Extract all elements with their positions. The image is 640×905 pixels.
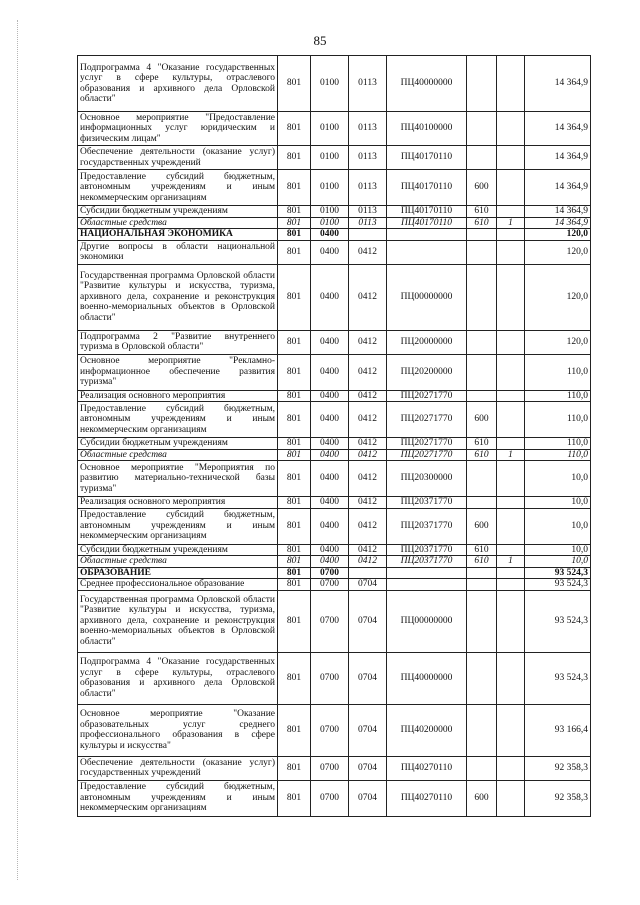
- row-expense-type: 600: [467, 508, 497, 544]
- row-amount: 110,0: [525, 354, 591, 390]
- row-funding-source: [497, 402, 525, 438]
- row-funding-source: [497, 170, 525, 206]
- row-name: Основное мероприятие "Мероприятия по развитию материально-технической базы туризма": [78, 461, 278, 497]
- row-amount: 14 364,9: [525, 206, 591, 218]
- row-grbs: 801: [278, 704, 311, 756]
- row-funding-source: [497, 229, 525, 241]
- row-expense-type: 610: [467, 217, 497, 229]
- row-amount: 120,0: [525, 240, 591, 264]
- row-grbs: 801: [278, 438, 311, 450]
- row-name: Среднее профессиональное образование: [78, 579, 278, 591]
- row-subsection: 0704: [349, 579, 387, 591]
- row-name: Субсидии бюджетным учреждениям: [78, 544, 278, 556]
- row-name: Основное мероприятие "Рекламно-информационное обеспечение развития туризма": [78, 354, 278, 390]
- row-section: 0700: [311, 652, 349, 704]
- row-section: 0400: [311, 449, 349, 461]
- table-row: [78, 56, 591, 112]
- row-name: Реализация основного мероприятия: [78, 390, 278, 402]
- row-amount: 14 364,9: [525, 217, 591, 229]
- row-name: Другие вопросы в области национальной экономики: [78, 240, 278, 264]
- row-section: 0400: [311, 402, 349, 438]
- table-row: [78, 330, 591, 354]
- row-name: Государственная программа Орловской области "Развитие культуры и искусства, туризма, архивного дела, сохранение и реконструкция военно-мемориальных объектов в Орловской области": [78, 264, 278, 330]
- budget-table: [77, 55, 591, 817]
- row-grbs: 801: [278, 402, 311, 438]
- row-name: ОБРАЗОВАНИЕ: [78, 567, 278, 579]
- row-name: Реализация основного мероприятия: [78, 497, 278, 509]
- row-amount: 10,0: [525, 508, 591, 544]
- table-row: [78, 508, 591, 544]
- row-expense-type: [467, 704, 497, 756]
- row-funding-source: [497, 704, 525, 756]
- row-target-article: ПЦ20371770: [387, 556, 467, 568]
- row-subsection: 0704: [349, 652, 387, 704]
- row-name: Субсидии бюджетным учреждениям: [78, 438, 278, 450]
- table-row: [78, 146, 591, 170]
- row-amount: 14 364,9: [525, 56, 591, 112]
- row-subsection: 0113: [349, 112, 387, 146]
- row-funding-source: [497, 146, 525, 170]
- row-subsection: 0412: [349, 556, 387, 568]
- row-expense-type: [467, 56, 497, 112]
- row-section: 0400: [311, 240, 349, 264]
- row-section: 0100: [311, 206, 349, 218]
- row-grbs: 801: [278, 264, 311, 330]
- row-amount: 110,0: [525, 390, 591, 402]
- row-grbs: 801: [278, 449, 311, 461]
- row-target-article: ПЦ20200000: [387, 354, 467, 390]
- row-target-article: ПЦ20371770: [387, 497, 467, 509]
- row-target-article: ПЦ40170110: [387, 146, 467, 170]
- row-target-article: ПЦ20271770: [387, 438, 467, 450]
- table-row: [78, 461, 591, 497]
- row-section: 0400: [311, 497, 349, 509]
- row-subsection: [349, 229, 387, 241]
- row-grbs: 801: [278, 240, 311, 264]
- row-expense-type: 610: [467, 544, 497, 556]
- row-funding-source: [497, 756, 525, 780]
- row-name: Предоставление субсидий бюджетным, автономным учреждениям и иным некоммерческим организациям: [78, 170, 278, 206]
- table-row: [78, 652, 591, 704]
- row-expense-type: 610: [467, 206, 497, 218]
- row-expense-type: [467, 756, 497, 780]
- row-target-article: ПЦ40170110: [387, 206, 467, 218]
- row-grbs: 801: [278, 229, 311, 241]
- row-funding-source: [497, 206, 525, 218]
- row-name: Предоставление субсидий бюджетным, автономным учреждениям и иным некоммерческим организациям: [78, 508, 278, 544]
- row-target-article: ПЦ40100000: [387, 112, 467, 146]
- row-subsection: 0412: [349, 354, 387, 390]
- row-name: Основное мероприятие "Оказание образовательных услуг среднего профессионального образования в сфере культуры и искусства": [78, 704, 278, 756]
- row-name: Подпрограмма 4 "Оказание государственных услуг в сфере культуры, отраслевого образования и архивного дела Орловской области": [78, 652, 278, 704]
- row-funding-source: [497, 56, 525, 112]
- row-subsection: 0113: [349, 206, 387, 218]
- row-funding-source: [497, 590, 525, 652]
- row-section: 0400: [311, 461, 349, 497]
- row-grbs: 801: [278, 112, 311, 146]
- row-grbs: 801: [278, 579, 311, 591]
- row-amount: 120,0: [525, 264, 591, 330]
- row-funding-source: [497, 240, 525, 264]
- row-grbs: 801: [278, 390, 311, 402]
- row-section: 0400: [311, 229, 349, 241]
- row-target-article: [387, 229, 467, 241]
- row-name: Государственная программа Орловской области "Развитие культуры и искусства, туризма, архивного дела, сохранение и реконструкция военно-мемориальных объектов в Орловской области": [78, 590, 278, 652]
- row-grbs: 801: [278, 556, 311, 568]
- row-grbs: 801: [278, 567, 311, 579]
- row-expense-type: [467, 579, 497, 591]
- row-subsection: 0412: [349, 449, 387, 461]
- row-amount: 14 364,9: [525, 170, 591, 206]
- row-amount: 93 524,3: [525, 567, 591, 579]
- row-section: 0100: [311, 112, 349, 146]
- row-amount: 92 358,3: [525, 756, 591, 780]
- row-name: Областные средства: [78, 556, 278, 568]
- row-grbs: 801: [278, 206, 311, 218]
- row-name: Предоставление субсидий бюджетным, автономным учреждениям и иным некоммерческим организациям: [78, 402, 278, 438]
- row-expense-type: [467, 112, 497, 146]
- row-target-article: ПЦ20271770: [387, 402, 467, 438]
- table-row: [78, 449, 591, 461]
- row-subsection: 0113: [349, 56, 387, 112]
- table-row: [78, 780, 591, 816]
- row-amount: 110,0: [525, 438, 591, 450]
- row-target-article: [387, 567, 467, 579]
- row-expense-type: 600: [467, 780, 497, 816]
- table-row: [78, 756, 591, 780]
- row-expense-type: 610: [467, 556, 497, 568]
- row-funding-source: [497, 390, 525, 402]
- row-amount: 120,0: [525, 229, 591, 241]
- row-grbs: 801: [278, 590, 311, 652]
- row-name: Обеспечение деятельности (оказание услуг) государственных учреждений: [78, 756, 278, 780]
- row-target-article: ПЦ40000000: [387, 56, 467, 112]
- row-target-article: ПЦ40000000: [387, 652, 467, 704]
- row-amount: 110,0: [525, 402, 591, 438]
- row-name: Обеспечение деятельности (оказание услуг) государственных учреждений: [78, 146, 278, 170]
- row-expense-type: [467, 330, 497, 354]
- row-target-article: [387, 240, 467, 264]
- row-grbs: 801: [278, 544, 311, 556]
- row-amount: 93 524,3: [525, 652, 591, 704]
- row-subsection: 0704: [349, 756, 387, 780]
- row-funding-source: 1: [497, 449, 525, 461]
- row-section: 0700: [311, 579, 349, 591]
- row-expense-type: [467, 567, 497, 579]
- page-number: 85: [313, 33, 327, 48]
- table-row: [78, 402, 591, 438]
- row-grbs: 801: [278, 508, 311, 544]
- row-section: 0400: [311, 438, 349, 450]
- row-subsection: 0113: [349, 170, 387, 206]
- table-row: [78, 390, 591, 402]
- row-amount: 10,0: [525, 461, 591, 497]
- table-row: [78, 229, 591, 241]
- row-expense-type: [467, 264, 497, 330]
- row-section: 0700: [311, 567, 349, 579]
- row-section: 0700: [311, 704, 349, 756]
- table-row: [78, 112, 591, 146]
- row-funding-source: [497, 780, 525, 816]
- row-grbs: 801: [278, 217, 311, 229]
- row-subsection: 0704: [349, 704, 387, 756]
- row-subsection: 0704: [349, 780, 387, 816]
- row-name: НАЦИОНАЛЬНАЯ ЭКОНОМИКА: [78, 229, 278, 241]
- row-amount: 93 524,3: [525, 579, 591, 591]
- row-expense-type: [467, 590, 497, 652]
- row-expense-type: 610: [467, 438, 497, 450]
- row-name: Областные средства: [78, 217, 278, 229]
- row-name: Субсидии бюджетным учреждениям: [78, 206, 278, 218]
- table-row: [78, 264, 591, 330]
- row-name: Областные средства: [78, 449, 278, 461]
- row-funding-source: [497, 354, 525, 390]
- row-section: 0400: [311, 556, 349, 568]
- table-row: [78, 240, 591, 264]
- row-amount: 93 524,3: [525, 590, 591, 652]
- row-grbs: 801: [278, 497, 311, 509]
- table-row: [78, 590, 591, 652]
- row-amount: 10,0: [525, 497, 591, 509]
- row-grbs: 801: [278, 652, 311, 704]
- row-target-article: ПЦ20271770: [387, 449, 467, 461]
- row-expense-type: 600: [467, 170, 497, 206]
- table-row: [78, 579, 591, 591]
- row-subsection: 0412: [349, 438, 387, 450]
- row-subsection: 0704: [349, 590, 387, 652]
- row-funding-source: [497, 652, 525, 704]
- row-subsection: 0412: [349, 240, 387, 264]
- row-section: 0400: [311, 330, 349, 354]
- row-subsection: [349, 567, 387, 579]
- row-funding-source: [497, 497, 525, 509]
- row-expense-type: [467, 146, 497, 170]
- row-section: 0400: [311, 390, 349, 402]
- row-amount: 93 166,4: [525, 704, 591, 756]
- row-target-article: ПЦ20300000: [387, 461, 467, 497]
- row-section: 0100: [311, 170, 349, 206]
- row-subsection: 0412: [349, 402, 387, 438]
- row-subsection: 0412: [349, 461, 387, 497]
- row-subsection: 0412: [349, 508, 387, 544]
- row-section: 0700: [311, 780, 349, 816]
- table-row: [78, 354, 591, 390]
- row-expense-type: 600: [467, 402, 497, 438]
- row-target-article: ПЦ20271770: [387, 390, 467, 402]
- row-expense-type: [467, 461, 497, 497]
- row-target-article: ПЦ00000000: [387, 590, 467, 652]
- table-row: [78, 206, 591, 218]
- row-grbs: 801: [278, 780, 311, 816]
- table-row: [78, 544, 591, 556]
- row-amount: 110,0: [525, 449, 591, 461]
- row-section: 0700: [311, 756, 349, 780]
- row-target-article: ПЦ40270110: [387, 780, 467, 816]
- row-amount: 10,0: [525, 556, 591, 568]
- row-grbs: 801: [278, 461, 311, 497]
- row-grbs: 801: [278, 56, 311, 112]
- row-grbs: 801: [278, 146, 311, 170]
- row-subsection: 0412: [349, 390, 387, 402]
- row-funding-source: [497, 264, 525, 330]
- row-target-article: ПЦ40270110: [387, 756, 467, 780]
- row-expense-type: 610: [467, 449, 497, 461]
- table-row: [78, 567, 591, 579]
- table-row: [78, 704, 591, 756]
- row-funding-source: [497, 579, 525, 591]
- row-funding-source: 1: [497, 217, 525, 229]
- row-amount: 14 364,9: [525, 112, 591, 146]
- row-funding-source: 1: [497, 556, 525, 568]
- row-grbs: 801: [278, 170, 311, 206]
- row-subsection: 0113: [349, 146, 387, 170]
- row-section: 0100: [311, 56, 349, 112]
- row-target-article: ПЦ20371770: [387, 508, 467, 544]
- row-funding-source: [497, 330, 525, 354]
- row-funding-source: [497, 544, 525, 556]
- row-target-article: ПЦ20000000: [387, 330, 467, 354]
- row-funding-source: [497, 567, 525, 579]
- row-funding-source: [497, 112, 525, 146]
- table-row: [78, 438, 591, 450]
- row-amount: 14 364,9: [525, 146, 591, 170]
- row-funding-source: [497, 438, 525, 450]
- row-name: Подпрограмма 2 "Развитие внутреннего туризма в Орловской области": [78, 330, 278, 354]
- row-subsection: 0412: [349, 497, 387, 509]
- row-grbs: 801: [278, 756, 311, 780]
- row-section: 0100: [311, 146, 349, 170]
- table-row: [78, 170, 591, 206]
- row-target-article: ПЦ40170110: [387, 217, 467, 229]
- row-section: 0400: [311, 544, 349, 556]
- table-row: [78, 217, 591, 229]
- row-subsection: 0412: [349, 264, 387, 330]
- row-name: Подпрограмма 4 "Оказание государственных услуг в сфере культуры, отраслевого образования и архивного дела Орловской области": [78, 56, 278, 112]
- row-name: Предоставление субсидий бюджетным, автономным учреждениям и иным некоммерческим организациям: [78, 780, 278, 816]
- row-expense-type: [467, 229, 497, 241]
- row-target-article: [387, 579, 467, 591]
- table-row: [78, 497, 591, 509]
- row-amount: 120,0: [525, 330, 591, 354]
- row-subsection: 0412: [349, 544, 387, 556]
- row-section: 0400: [311, 508, 349, 544]
- row-name: Основное мероприятие "Предоставление информационных услуг юридическим и физическим лицам": [78, 112, 278, 146]
- row-amount: 92 358,3: [525, 780, 591, 816]
- table-row: [78, 556, 591, 568]
- binding-margin-line: [17, 20, 18, 880]
- row-expense-type: [467, 354, 497, 390]
- row-target-article: ПЦ40200000: [387, 704, 467, 756]
- row-grbs: 801: [278, 354, 311, 390]
- row-section: 0700: [311, 590, 349, 652]
- row-expense-type: [467, 652, 497, 704]
- row-target-article: ПЦ20371770: [387, 544, 467, 556]
- row-expense-type: [467, 240, 497, 264]
- row-grbs: 801: [278, 330, 311, 354]
- row-target-article: ПЦ40170110: [387, 170, 467, 206]
- row-subsection: 0412: [349, 330, 387, 354]
- row-funding-source: [497, 508, 525, 544]
- row-expense-type: [467, 497, 497, 509]
- row-amount: 10,0: [525, 544, 591, 556]
- row-subsection: 0113: [349, 217, 387, 229]
- row-expense-type: [467, 390, 497, 402]
- row-funding-source: [497, 461, 525, 497]
- row-section: 0400: [311, 354, 349, 390]
- row-target-article: ПЦ00000000: [387, 264, 467, 330]
- row-section: 0400: [311, 264, 349, 330]
- row-section: 0100: [311, 217, 349, 229]
